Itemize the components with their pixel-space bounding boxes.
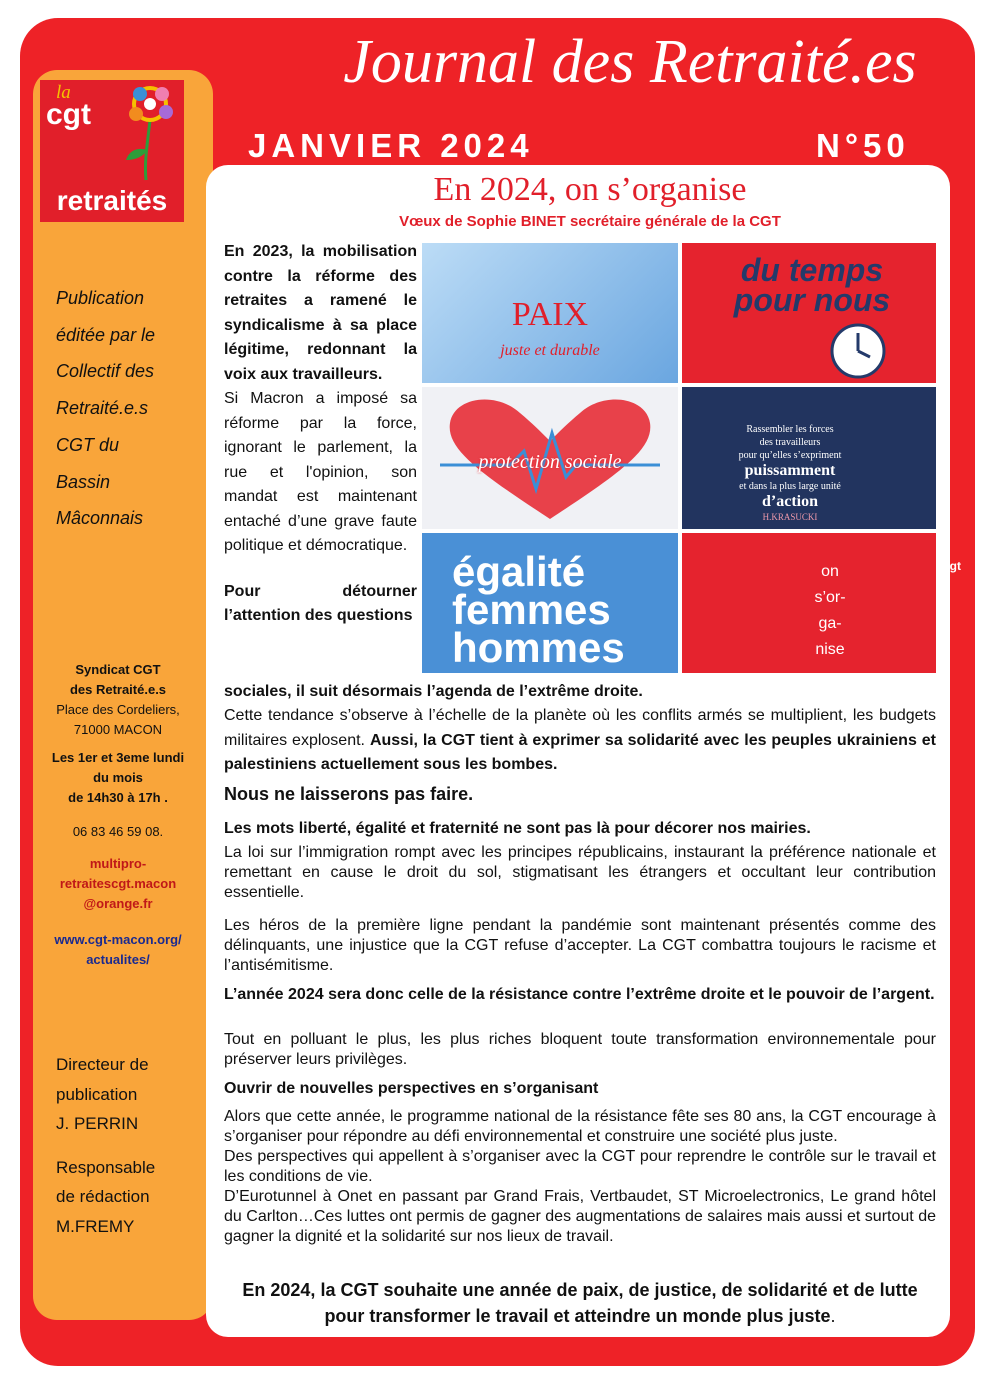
tile-egalite-text: égalité femmes hommes [452,548,625,671]
publication-line: Bassin [56,471,111,492]
heros-text: Les héros de la première ligne pendant la pandémie sont maintenant présentés comme des délinquants, une injustice que la CGT refuse d’accepter. La CGT combattra toujours le racisme et l’antisémitisme. [224,917,936,974]
tendance-bold: Aussi, la CGT tient à exprimer sa solidarité avec les peuples ukrainiens et palestiniens actuellement sous les bombes. [224,731,937,773]
intro-text: Si Macron a imposé sa réforme par la force, ignorant le parlement, la rue et l'opinion, son mandat est maintenant entaché d’une grave faute politique et démocratique. [224,390,417,554]
closing-text: En 2024, la CGT souhaite une année de paix, de justice, de solidarité et de lutte pour transformer le travail et atteindre un monde plus juste [242,1280,918,1326]
quote-big: puissamment [744,462,836,479]
heros-paragraph [224,916,936,976]
organise-word: nise [815,641,845,658]
editor-label: de rédaction [56,1187,150,1206]
publication-line: Retraité.e.s [56,398,149,419]
tile-organise [682,533,961,673]
tile-egalite [422,533,678,673]
detour-bold: Pour détourner l’attention des questions [224,582,417,624]
tile-paix-title: PAIX [511,296,589,333]
alors-text: Alors que cette année, le programme national de la résistance fête ses 80 ans, la CGT encourage à s’organiser pour répondre au défi environnemental et construire une société plus juste. [224,1108,936,1145]
quote-line: des travailleurs [759,437,821,448]
publication-line: Collectif des [56,361,155,382]
email-line[interactable]: retraitescgt.macon [59,876,177,891]
hours-3: de 14h30 à 17h . [68,790,168,805]
poster-collage [422,243,961,673]
tile-quote-text [690,423,890,524]
staff-credits [56,1050,206,1255]
quote-signature: H.KRASUCKI [762,512,818,522]
tendance-paragraph [224,704,936,778]
annee-heading: L’année 2024 sera donc celle de la résistance contre l’extrême droite et le pouvoir de l’argent. [224,986,935,1003]
pollution-text: Tout en polluant le plus, les plus riches bloquent toute transformation environnementale pour préserver leurs privilèges. [224,1031,936,1068]
logo-la: la [56,82,71,103]
tile-temps-text: du temps pour nous [733,252,891,318]
editor-label: Responsable [56,1157,156,1177]
city: 71000 MACON [73,722,163,737]
article-subheadline: Vœux de Sophie BINET secrétaire générale de la CGT [399,213,781,230]
luttes-text: D’Eurotunnel à Onet en passant par Grand Frais, Vertbaudet, ST Microelectronics, Le grand hôtel du Carlton…Ces luttes ont permis de gagner des augmentations de salaires mais aussi et surtout de gagner la dignité et la solidarité sur nos lieux de travail. [224,1188,936,1245]
loi-paragraph [224,843,936,903]
director-label: publication [56,1084,138,1104]
website-link[interactable]: actualites/ [86,952,150,967]
tile-quote [682,387,936,529]
org-name-1: Syndicat CGT [75,662,161,677]
perspectives-text: Des perspectives qui appellent à s’organiser avec la CGT pour reprendre le contrôle sur le travail et les conditions de vie. [224,1148,936,1185]
flower-icon [120,80,184,180]
org-name-2: des Retraité.e.s [69,682,167,697]
issue-date: JANVIER 2024 [248,127,534,164]
email-line[interactable]: multipro- [89,856,147,871]
quote-big: d’action [762,493,818,510]
quote-line: Rassembler les forces [746,424,834,435]
contact-block [38,660,198,970]
closing-period: . [830,1306,836,1326]
tile-temps [682,243,936,383]
intro-column [224,240,417,629]
tile-paix-sub: juste et durable [500,342,600,359]
loi-text: La loi sur l’immigration rompt avec les principes républicains, instaurant la préférence nationale et remettant en cause le droit du sol, stigmatisant les étrangers et occultant leur contribution essentielle. [224,844,936,901]
article-headline: En 2024, on s’organise [433,171,747,208]
hours-2: du mois [93,770,143,785]
journal-title: Journal des Retraité.es [343,28,917,96]
publication-line: Mâconnais [56,508,144,529]
email-line[interactable]: @orange.fr [83,896,153,911]
street: Place des Cordeliers, [56,702,180,717]
tile-protection [422,387,678,529]
issue-number: N°50 [816,127,910,164]
director-name: J. PERRIN [56,1114,139,1133]
tile-cgt-badge: cgt [943,559,961,573]
mots-heading: Les mots liberté, égalité et fraternité ne sont pas là pour décorer nos mairies. [224,820,811,837]
clock-icon [828,321,888,381]
publication-line: éditée par le [56,324,156,345]
intro-bold: En 2023, la mobilisation contre la réforme des retraites a ramené le syndicalisme à sa place légitime, redonnant la voix aux travailleurs. [224,243,417,383]
tile-paix [422,243,678,383]
publication-line: CGT du [56,434,120,455]
quote-line: et dans la plus large unité [739,481,841,492]
logo-cgt: cgt [46,98,91,131]
perspectives-paragraph [224,1107,936,1247]
editor-name: M.FREMY [56,1216,135,1236]
cgt-retraites-logo [40,80,184,222]
organise-word: on [821,563,839,580]
detour-bold-continued: sociales, il suit désormais l’agenda de l’extrême droite. [224,683,643,700]
pollution-paragraph [224,1030,936,1070]
publication-info [56,280,206,537]
organise-word: s’or- [814,589,846,606]
tile-protection-text: protection sociale [478,451,622,473]
tile-organise-text [780,559,880,663]
phone: 06 83 46 59 08. [72,824,164,839]
website-link[interactable]: www.cgt-macon.org/ [54,932,182,947]
director-label: Directeur de [56,1055,149,1074]
tendance-text: Cette tendance s’observe à l’échelle de la planète où les conflits armés se multiplient, les budgets militaires explosent. [224,707,936,749]
publication-line: Publication [56,288,145,308]
logo-retraites: retraités [56,185,168,216]
ouvrir-heading: Ouvrir de nouvelles perspectives en s’organisant [224,1080,599,1097]
nous-statement: Nous ne laisserons pas faire. [224,784,474,804]
closing-statement [224,1277,936,1329]
quote-line: pour qu’elles s’expriment [738,450,842,461]
hours-1: Les 1er et 3eme lundi [51,750,185,765]
organise-word: ga- [818,615,842,632]
